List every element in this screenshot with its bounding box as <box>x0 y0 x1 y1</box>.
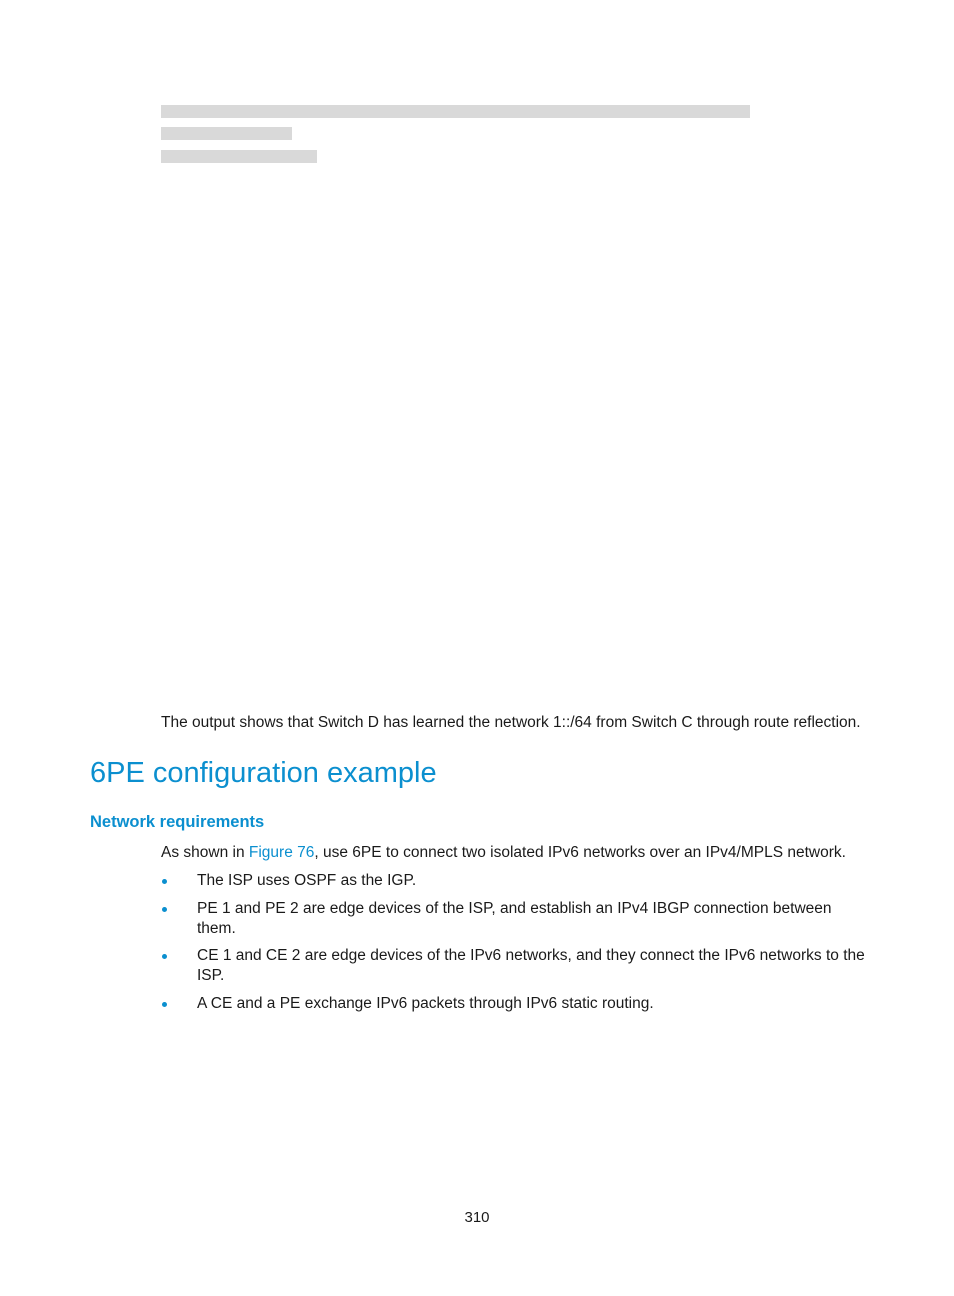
subsection-title: Network requirements <box>90 813 265 831</box>
output-description: The output shows that Switch D has learned the network 1::/64 from Switch C through route reflection. <box>161 714 861 731</box>
requirements-list <box>161 871 871 1021</box>
bullet-icon <box>162 879 167 884</box>
bullet-icon <box>162 1002 167 1007</box>
intro-text-after: , use 6PE to connect two isolated IPv6 networks over an IPv4/MPLS network. <box>314 844 846 861</box>
redacted-block <box>161 150 317 163</box>
list-item <box>161 994 871 1014</box>
list-item-text: CE 1 and CE 2 are edge devices of the IPv6 networks, and they connect the IPv6 networks to the ISP. <box>197 947 865 984</box>
bullet-icon <box>162 954 167 959</box>
page-number: 310 <box>464 1209 490 1226</box>
intro-text-before: As shown in <box>161 844 249 861</box>
list-item <box>161 899 871 939</box>
redacted-block <box>161 127 292 140</box>
intro-paragraph <box>161 843 846 863</box>
list-item-text: A CE and a PE exchange IPv6 packets through IPv6 static routing. <box>197 994 654 1012</box>
redacted-block <box>161 105 750 118</box>
list-item-text: The ISP uses OSPF as the IGP. <box>197 872 417 889</box>
list-item-text: PE 1 and PE 2 are edge devices of the ISP, and establish an IPv4 IBGP connection between them. <box>197 899 832 937</box>
section-title: 6PE configuration example <box>90 757 437 789</box>
list-item <box>161 871 871 891</box>
bullet-icon <box>162 907 167 912</box>
list-item <box>161 946 871 986</box>
figure-link[interactable]: Figure 76 <box>248 844 315 861</box>
